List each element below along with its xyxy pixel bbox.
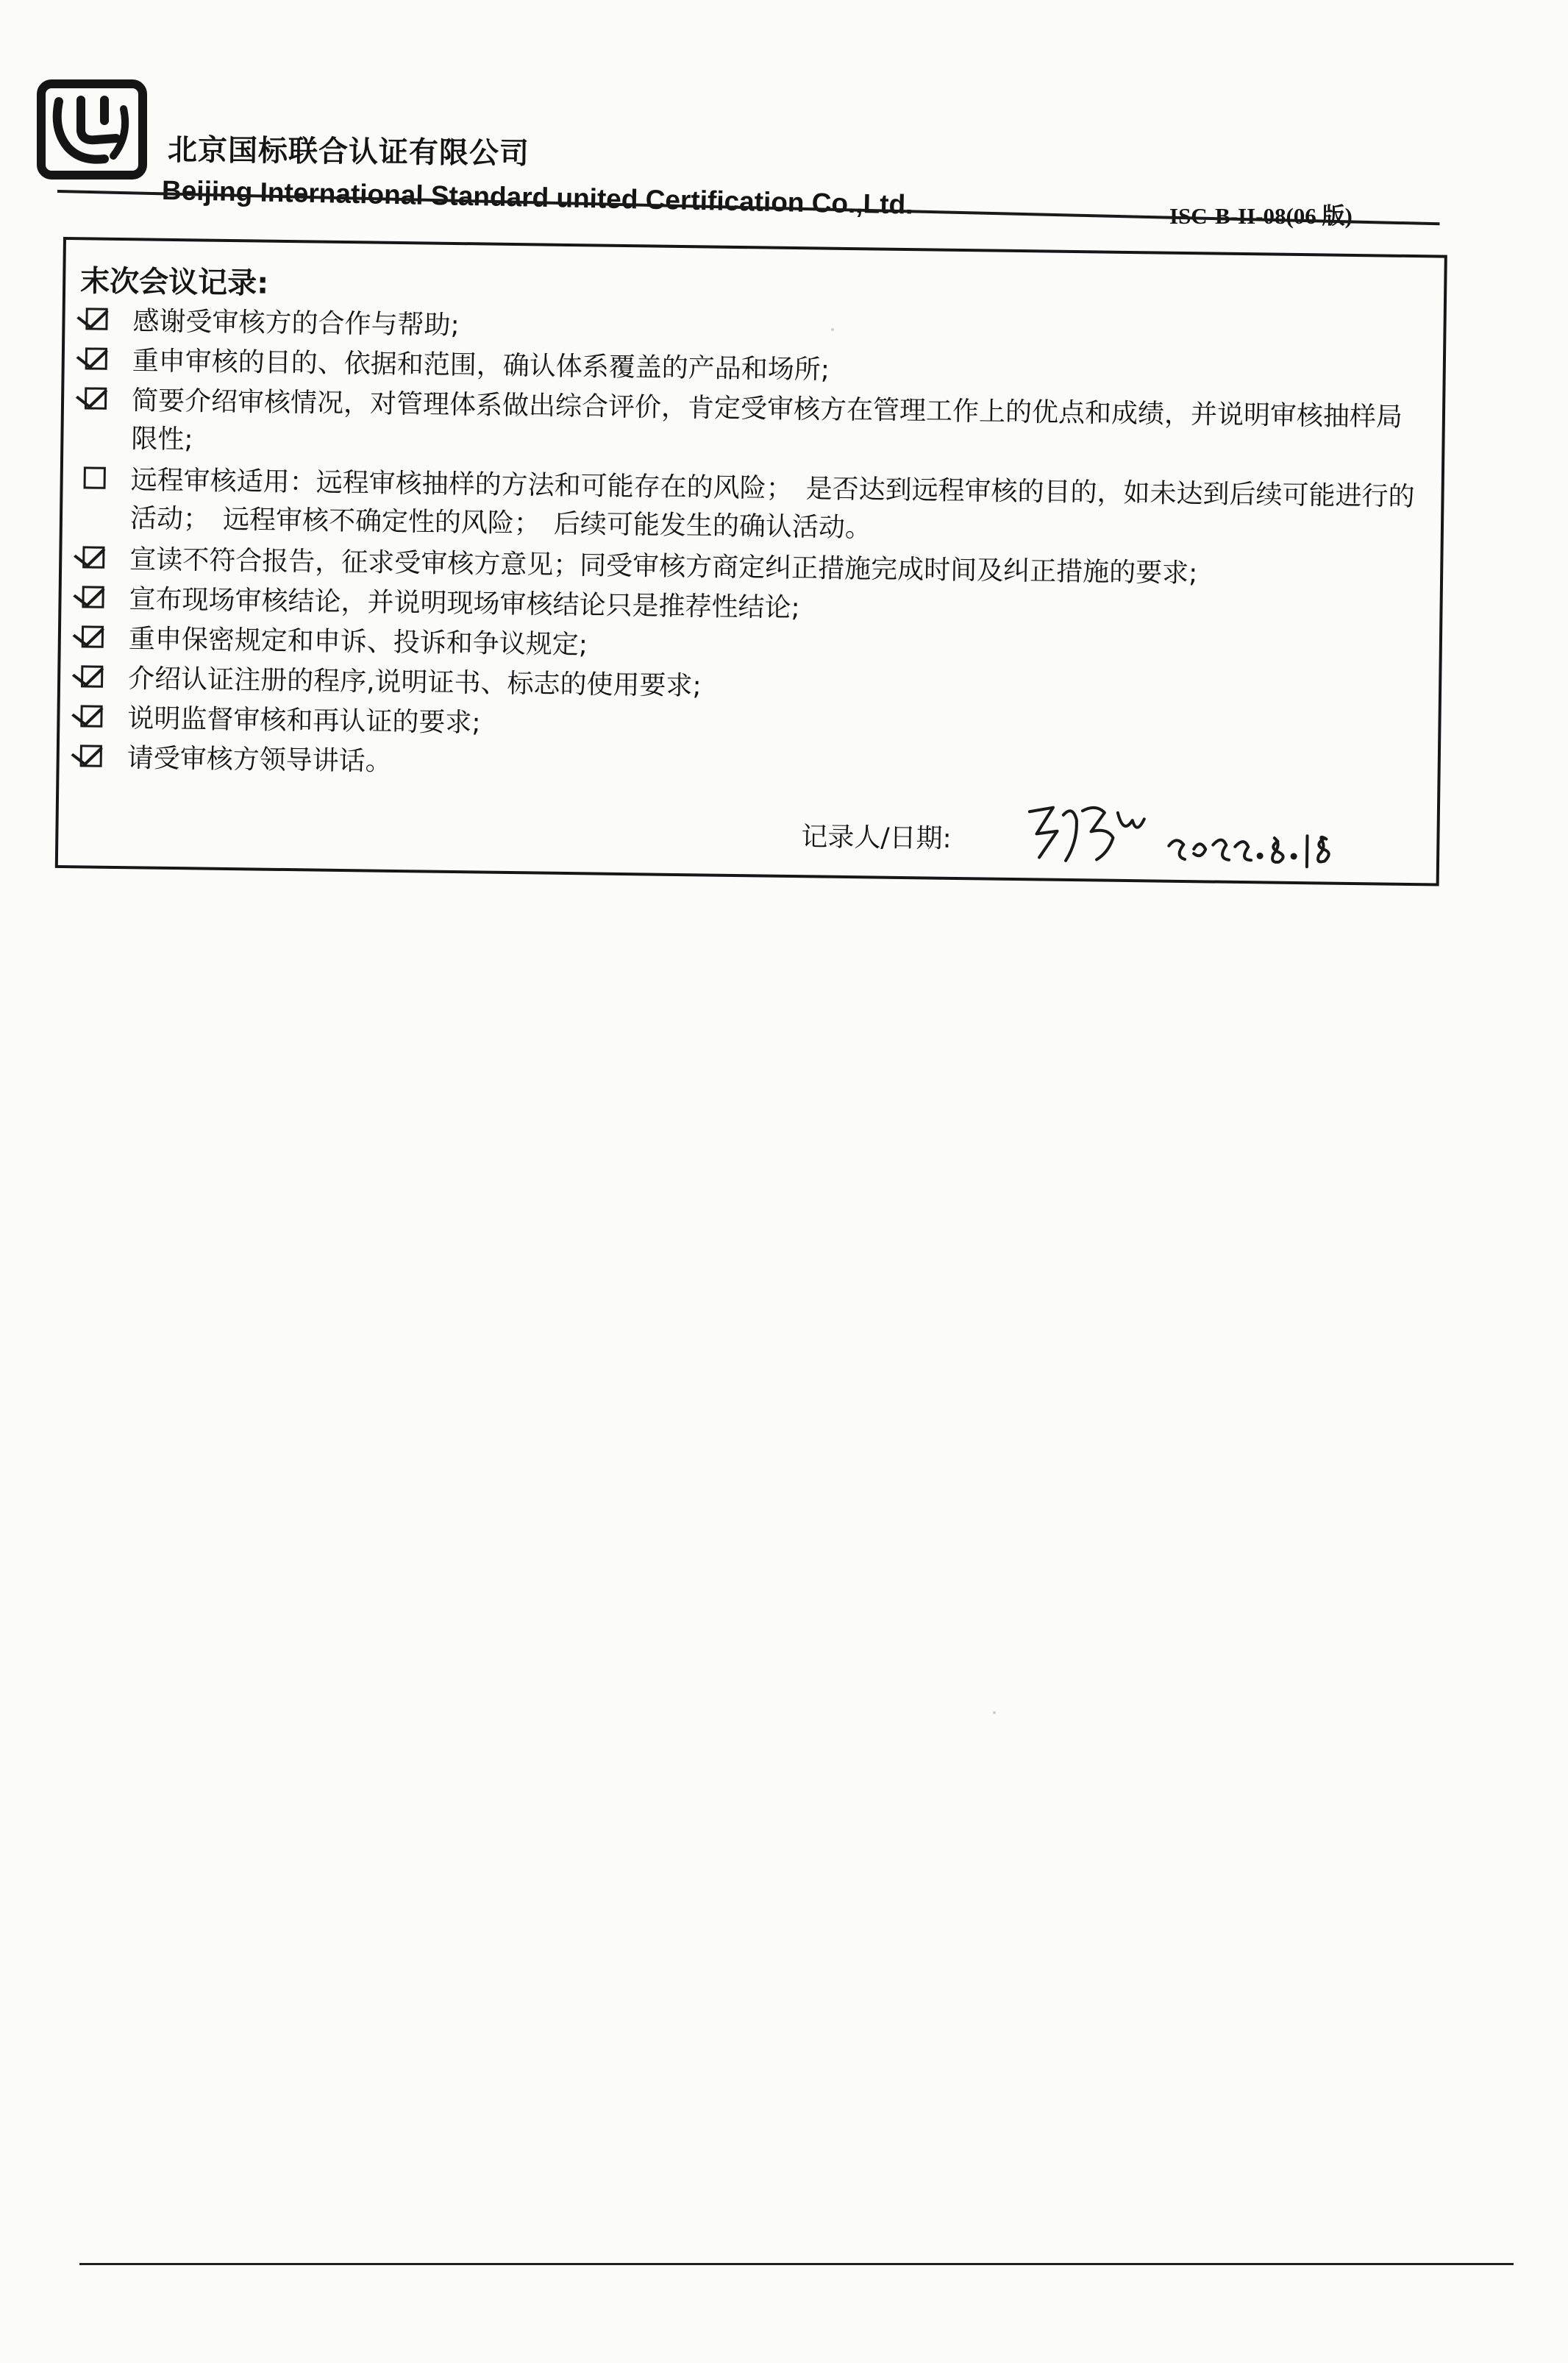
checkbox-empty-icon[interactable] [84, 466, 106, 488]
scan-speck [831, 328, 834, 331]
checkbox-checked-icon[interactable] [85, 387, 107, 409]
company-name-cn: 北京国标联合认证有限公司 [167, 133, 530, 171]
checklist-item-text: 重申审核的目的、依据和范围，确认体系覆盖的产品和场所; [132, 346, 830, 385]
checkbox-checked-icon[interactable] [82, 625, 104, 647]
closing-meeting-record-box [55, 237, 1447, 886]
checklist-item-text: 远程审核适用：远程审核抽样的方法和可能存在的风险； 是否达到远程审核的目的，如未达到后续可能进行的活动； 远程审核不确定性的风险； 后续可能发生的确认活动。 [129, 465, 1415, 544]
company-name-en: Beijing International Standard united Certification Co.,Ltd. [161, 175, 913, 220]
checklist-item-text: 说明监督审核和再认证的要求; [127, 703, 481, 739]
document-code: ISC-B-II-08(06 版) [1169, 203, 1353, 229]
checkbox-checked-icon[interactable] [81, 665, 103, 687]
checklist-item-text: 宣布现场审核结论，并说明现场审核结论只是推荐性结论; [129, 584, 800, 624]
checkbox-checked-icon[interactable] [80, 705, 102, 727]
checklist-item [84, 381, 1428, 475]
scan-speck [993, 1711, 996, 1714]
isc-logo-icon [37, 79, 147, 180]
checklist-item-text: 宣读不符合报告，征求受审核方意见；同受审核方商定纠正措施完成时间及纠正措施的要求; [129, 544, 1198, 589]
checkbox-checked-icon[interactable] [82, 546, 104, 568]
checklist-item-text: 感谢受审核方的合作与帮助; [132, 306, 460, 341]
checklist-item [83, 461, 1427, 555]
checklist-item-text: 重申保密规定和申诉、投诉和争议规定; [128, 624, 588, 661]
footer-divider [79, 2263, 1514, 2265]
handwritten-signature [1014, 789, 1368, 875]
checkbox-checked-icon[interactable] [85, 308, 107, 330]
checklist-item-text: 介绍认证注册的程序,说明证书、标志的使用要求; [127, 664, 702, 702]
recorder-date-label: 记录人/日期: [801, 822, 952, 854]
checkbox-checked-icon[interactable] [82, 586, 104, 608]
checkbox-checked-icon[interactable] [85, 347, 107, 369]
checklist-item-text: 简要介绍审核情况，对管理体系做出综合评价，肯定受审核方在管理工作上的优点和成绩，并说明审核抽样局限性; [131, 385, 1403, 455]
checklist-item-text: 请受审核方领导讲话。 [126, 743, 392, 777]
checkbox-checked-icon[interactable] [80, 745, 102, 767]
record-title: 末次会议记录: [79, 264, 269, 301]
